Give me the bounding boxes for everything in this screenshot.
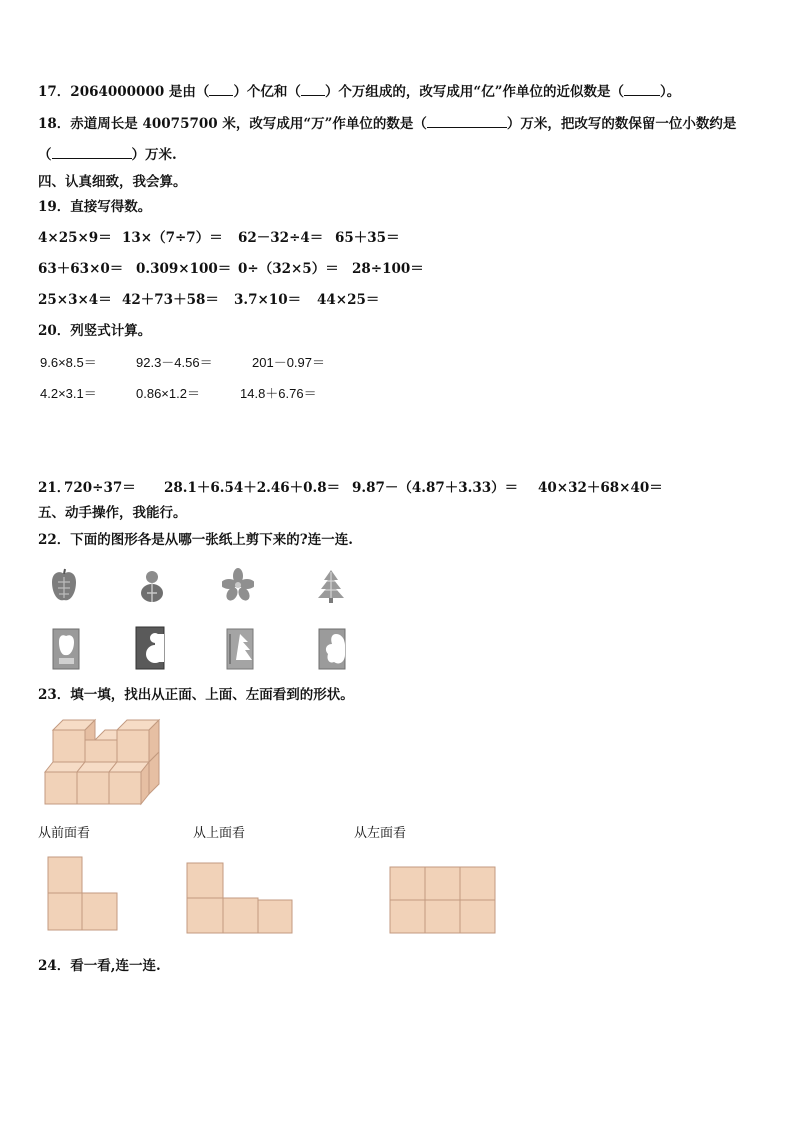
view-label-top: 从上面看 — [193, 826, 246, 841]
q21-item: 9.87－（4.87＋3.33）＝ — [352, 480, 519, 496]
q17-number: 17． — [38, 84, 71, 100]
q18-number: 18． — [38, 116, 71, 132]
q18-text-4: ）万米. — [131, 147, 177, 163]
q21-item: 720÷37＝ — [64, 480, 136, 496]
q19-item: 25×3×4＝ — [38, 292, 112, 308]
q19-item: 44×25＝ — [317, 292, 380, 308]
q21-item: 40×32＋68×40＝ — [538, 480, 663, 496]
q19-item: 13×（7÷7）＝ — [122, 230, 223, 246]
q18-line-2 — [38, 145, 177, 164]
front-view-shape[interactable] — [47, 856, 119, 932]
q20-item: 4.2×3.1＝ — [40, 386, 97, 401]
q19-item: 3.7×10＝ — [234, 292, 302, 308]
q19-item: 65＋35＝ — [335, 230, 400, 246]
paper-sheet-1[interactable] — [52, 628, 80, 670]
view-label-left: 从左面看 — [354, 826, 407, 841]
q17-line — [38, 82, 680, 101]
q19-item: 0÷（32×5）＝ — [238, 261, 339, 277]
q20-item: 14.8＋6.76＝ — [240, 386, 317, 401]
q17-text-1: 2064000000 是由（ — [70, 84, 210, 100]
q20-item: 0.86×1.2＝ — [136, 386, 200, 401]
q18-text-2: ）万米，把改写的数保留一位小数约是 — [506, 116, 737, 132]
q19-item: 63＋63×0＝ — [38, 261, 124, 277]
q20-item: 92.3－4.56＝ — [136, 355, 213, 370]
q24-title: 24．看一看,连一连. — [38, 958, 161, 974]
q17-text-3: ）个万组成的，改写成用“亿”作单位的近似数是（ — [324, 84, 624, 100]
q18-blank-2[interactable] — [52, 145, 132, 159]
q18-blank-1[interactable] — [427, 114, 507, 128]
paper-sheet-4[interactable] — [318, 628, 346, 670]
section-4-heading: 四、认真细致，我会算。 — [38, 174, 187, 190]
flower-shape[interactable] — [222, 568, 254, 602]
q18-text-3: （ — [38, 147, 52, 163]
q19-item: 42＋73＋58＝ — [122, 292, 219, 308]
apple-shape[interactable] — [50, 568, 78, 604]
cube-stack-figure — [44, 716, 170, 806]
q17-blank-2[interactable] — [301, 82, 325, 96]
gourd-shape[interactable] — [138, 568, 166, 604]
q17-blank-1[interactable] — [209, 82, 233, 96]
section-5-heading: 五、动手操作，我能行。 — [38, 505, 187, 521]
view-label-front: 从前面看 — [38, 826, 91, 841]
paper-sheet-2[interactable] — [135, 626, 165, 670]
q19-item: 4×25×9＝ — [38, 230, 112, 246]
q22-title: 22．下面的图形各是从哪一张纸上剪下来的?连一连. — [38, 532, 353, 548]
q19-item: 0.309×100＝ — [136, 261, 232, 277]
q19-item: 62－32÷4＝ — [238, 230, 324, 246]
q20-title: 20．列竖式计算。 — [38, 323, 152, 339]
paper-sheet-3[interactable] — [226, 628, 254, 670]
q20-item: 201－0.97＝ — [252, 355, 325, 370]
q21-number: 21． — [38, 480, 71, 496]
q17-text-4: ）。 — [659, 84, 681, 100]
q21-item: 28.1＋6.54＋2.46＋0.8＝ — [164, 480, 341, 496]
q18-text-1: 赤道周长是 40075700 米，改写成用“万”作单位的数是（ — [70, 116, 427, 132]
q18-line-1 — [38, 114, 736, 133]
left-view-shape[interactable] — [389, 866, 497, 934]
top-view-shape[interactable] — [186, 862, 294, 934]
q17-blank-3[interactable] — [624, 82, 660, 96]
q23-title: 23．填一填，找出从正面、上面、左面看到的形状。 — [38, 687, 354, 703]
q20-item: 9.6×8.5＝ — [40, 355, 97, 370]
q19-item: 28÷100＝ — [352, 261, 424, 277]
q17-text-2: ）个亿和（ — [233, 84, 301, 100]
q19-title: 19．直接写得数。 — [38, 199, 152, 215]
tree-shape[interactable] — [316, 568, 346, 604]
